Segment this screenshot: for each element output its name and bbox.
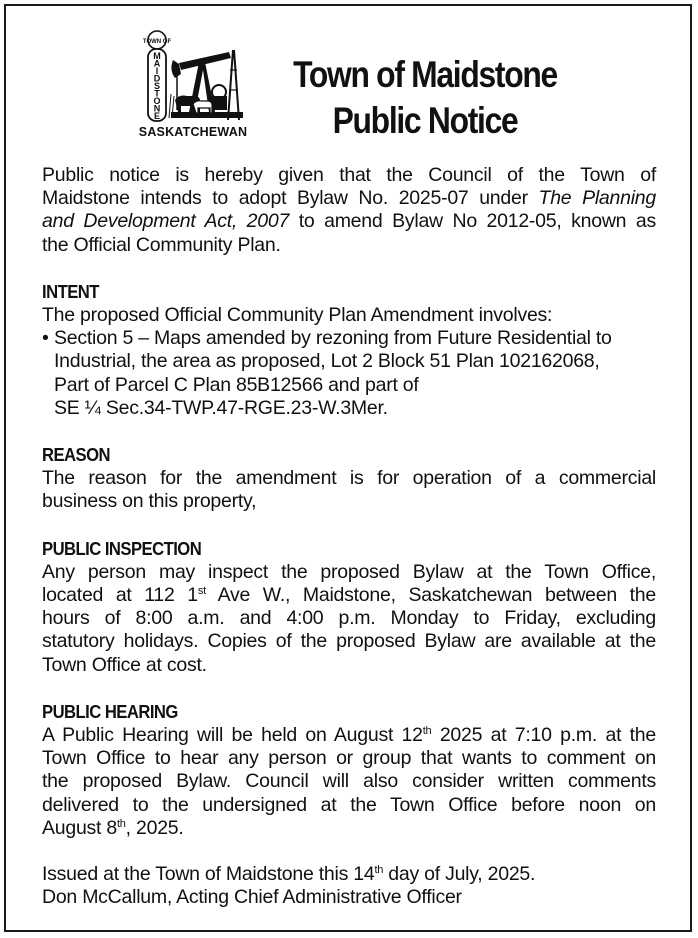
page-title <box>275 52 576 144</box>
svg-text:M: M <box>153 51 161 61</box>
notice-header <box>0 30 698 145</box>
title-line-1: Town of Maidstone <box>293 54 557 95</box>
svg-text:N: N <box>153 103 161 114</box>
hearing-heading: PUBLIC HEARING <box>42 700 178 722</box>
inspection-section: PUBLIC INSPECTION Any person may inspect the proposed Bylaw at the Town Office, located at 112 1st Ave W., Maidstone, Saskatchewan between the hours of 8:00 a.m. and 4:00 p.m. Monday to Friday, excluding statutory holidays. Copies of the proposed Bylaw are available at the Town Office at cost. <box>42 537 656 676</box>
logo-caption: SASKATCHEWAN <box>138 125 248 139</box>
issued-line: Issued at the Town of Maidstone this 14th day of July, 2025. <box>42 863 536 886</box>
bullet-icon: • <box>42 327 49 350</box>
reason-heading: REASON <box>42 444 111 466</box>
svg-text:D: D <box>153 73 161 84</box>
title-line-2: Public Notice <box>332 100 518 141</box>
oil-pumpjack-logo-icon <box>133 30 253 126</box>
intent-lead: The proposed Official Community Plan Amendment involves: <box>42 304 553 327</box>
notice-body <box>42 164 656 909</box>
town-logo <box>133 30 253 142</box>
reason-section: REASON The reason for the amendment is for operation of a commercial business on this property, <box>42 444 656 513</box>
closing-section <box>42 863 656 909</box>
intro-paragraph: Public notice is hereby given that the Council of the Town of Maidstone intends to adopt Bylaw No. 2025-07 under The Planning and Development Act, 2007 to amend Bylaw No 2012-05, known as the Official Community Plan. <box>42 164 657 256</box>
hearing-section: PUBLIC HEARING A Public Hearing will be held on August 12th 2025 at 7:10 p.m. at the Town Office to hear any person or group that wants to comment on the proposed Bylaw. Council will also consider written comments delivered to the undersigned at the Town Office before noon on August 8th, 2025. <box>42 700 656 839</box>
intent-heading: INTENT <box>42 280 99 302</box>
svg-text:O: O <box>153 96 161 106</box>
svg-text:S: S <box>153 81 161 91</box>
intent-section <box>42 280 656 420</box>
svg-text:A: A <box>153 58 161 69</box>
logo-ring-text: TOWN OF <box>142 39 172 45</box>
signatory-line: Don McCallum, Acting Chief Administrative Officer <box>42 886 462 909</box>
inspection-heading: PUBLIC INSPECTION <box>42 537 202 559</box>
intent-bullet-item: • Section 5 – Maps amended by rezoning from Future Residential to Industrial, the area as proposed, Lot 2 Block 51 Plan 102162068, Part of Parcel C Plan 85B12566 and part of SE ¼ Sec.34-TWP.47-RGE.23-W.3Mer. <box>42 327 612 419</box>
svg-text:T: T <box>154 88 160 99</box>
svg-text:I: I <box>155 66 159 76</box>
svg-text:E: E <box>153 111 161 121</box>
